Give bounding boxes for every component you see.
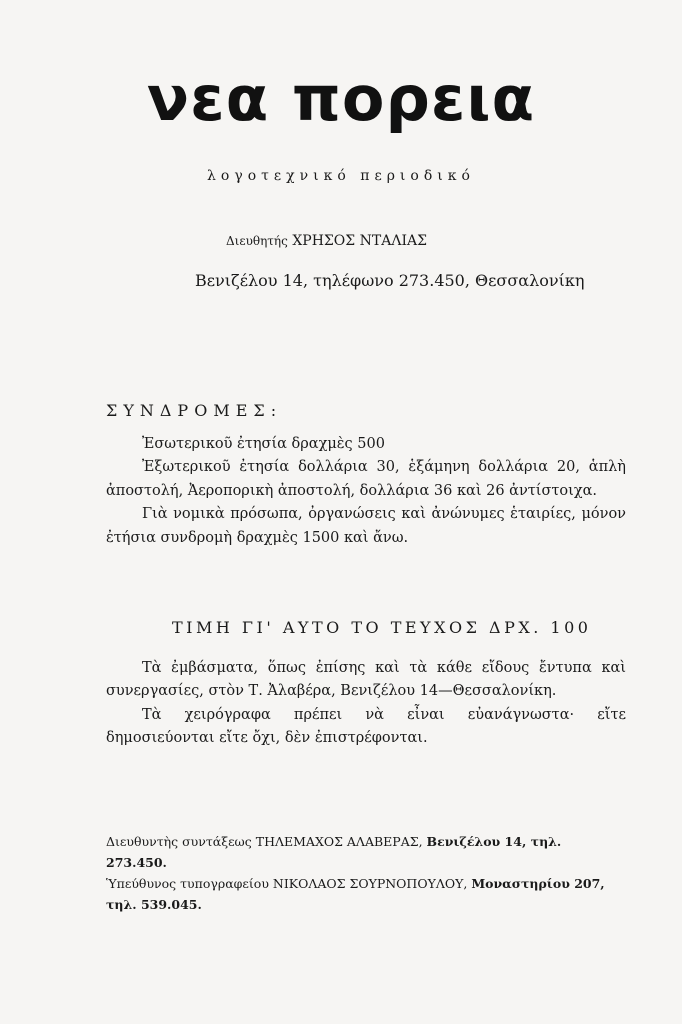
printer-line bbox=[106, 873, 626, 915]
director-name: ΧΡΗΣΟΣ ΝΤΑΛΙΑΣ bbox=[292, 233, 427, 249]
domestic-subscription: Ἐσωτερικοῦ ἐτησία δραχμὲς 500 bbox=[142, 436, 385, 452]
notes-body bbox=[106, 657, 626, 751]
magazine-subtitle: λογοτεχνικό περιοδικό bbox=[207, 168, 475, 184]
subscriptions-body bbox=[106, 433, 626, 550]
editor-contact: Βενιζέλου 14, τηλ. 273.450. bbox=[106, 834, 562, 870]
manuscripts-note: Τὰ χειρόγραφα πρέπει νὰ εἶναι εὐανάγνωστα· εἴτε δημοσιεύονται εἴτε ὄχι, δὲν ἐπιστρέφονται. bbox=[106, 706, 626, 747]
printer-name: ΝΙΚΟΛΑΟΣ ΣΟΥΡΝΟΠΟΥΛΟΥ, bbox=[272, 876, 468, 891]
printer-role: Ὑπεύθυνος τυπογραφείου bbox=[106, 876, 269, 891]
colophon-footer bbox=[106, 831, 626, 915]
editor-line bbox=[106, 831, 626, 873]
subscriptions-heading: ΣΥΝΔΡΟΜΕΣ: bbox=[106, 401, 283, 420]
director-line bbox=[226, 233, 427, 249]
address-line: Βενιζέλου 14, τηλέφωνο 273.450, Θεσσαλονίκη bbox=[195, 271, 585, 290]
editor-name: ΤΗΛΕΜΑΧΟΣ ΑΛΑΒΕΡΑΣ, bbox=[255, 834, 423, 849]
issue-price: ΤΙΜΗ ΓΙ' ΑΥΤΟ ΤΟ ΤΕΥΧΟΣ ΔΡΧ. 100 bbox=[172, 618, 592, 637]
editor-role: Διευθυντὴς συντάξεως bbox=[106, 834, 252, 849]
director-role: Διευθητής bbox=[226, 234, 288, 248]
legal-entities-subscription: Γιὰ νομικὰ πρόσωπα, ὀργανώσεις καὶ ἀνώνυμες ἑταιρίες, μόνον ἐτήσια συνδρομὴ δραχμὲς 1500 καὶ ἄνω. bbox=[106, 506, 626, 546]
magazine-title: νεα πορεια bbox=[146, 62, 536, 135]
printer-contact: Μοναστηρίου 207, τηλ. 539.045. bbox=[106, 876, 605, 912]
remittances-note: Τὰ ἐμβάσματα, ὅπως ἐπίσης καὶ τὰ κάθε εἴδους ἔντυπα καὶ συνεργασίες, στὸν Τ. Ἀλαβέρα, Βενιζέλου 14—Θεσσαλονίκη. bbox=[106, 660, 626, 700]
abroad-subscription: Ἐξωτερικοῦ ἐτησία δολλάρια 30, ἑξάμηνη δολλάρια 20, ἁπλὴ ἀποστολή, Ἀεροπορικὴ ἀποστολή, δολλάρια 36 καὶ 26 ἀντίστοιχα. bbox=[106, 459, 626, 499]
